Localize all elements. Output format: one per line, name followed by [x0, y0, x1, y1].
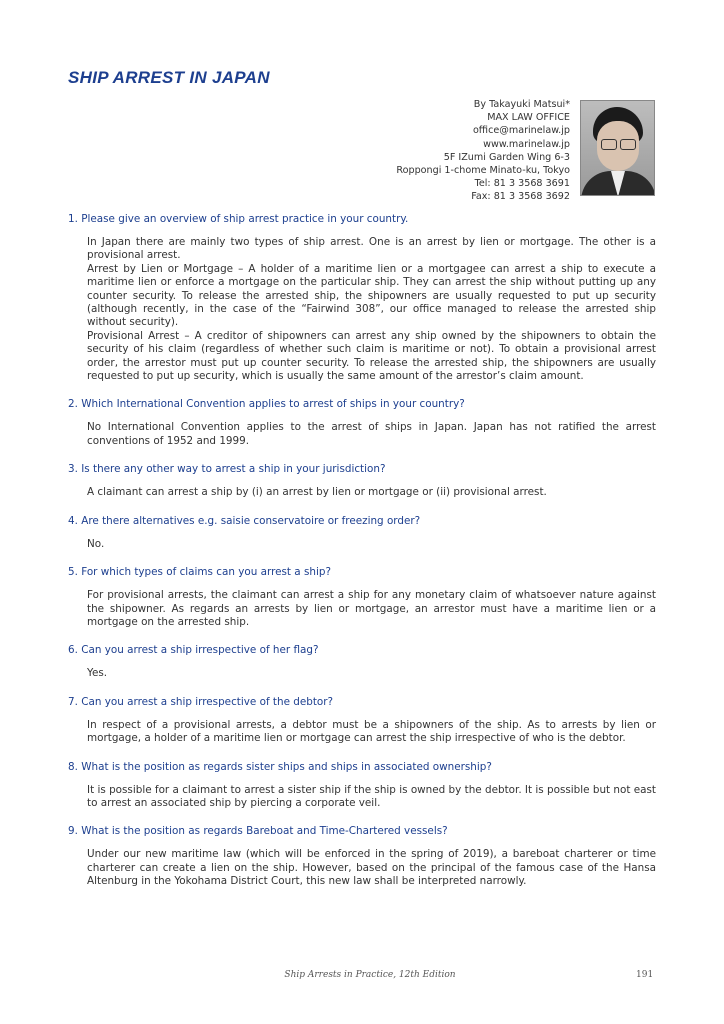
answer-paragraph: Arrest by Lien or Mortgage – A holder of a maritime lien or a mortgagee can arrest a ship to execute a maritime lien or enforce a mortgage on the particular ship. They can arrest the ship without putting up any counter security. To release the arrested ship, the shipowners are usually requested to put up security (although recently, in the case of the “Fairwind 308”, our office managed to release the arrested ship without security).	[87, 262, 656, 329]
answer-text	[87, 538, 656, 551]
question-heading: 7. Can you arrest a ship irrespective of the debtor?	[68, 695, 334, 708]
answer-text	[87, 421, 656, 448]
question-heading: 9. What is the position as regards Bareboat and Time-Chartered vessels?	[68, 825, 448, 838]
page-title: SHIP ARREST IN JAPAN	[68, 68, 270, 87]
question-heading: 2. Which International Convention applies to arrest of ships in your country?	[68, 398, 465, 411]
answer-paragraph: In respect of a provisional arrests, a debtor must be a shipowners of the ship. As to arrests by lien or mortgage, a holder of a maritime lien or mortgage can arrest the ship irrespective of who is the debtor.	[87, 718, 656, 745]
question-heading: 1. Please give an overview of ship arrest practice in your country.	[68, 213, 409, 225]
answer-paragraph: Under our new maritime law (which will be enforced in the spring of 2019), a bareboat charterer or time charterer can create a lien on the ship. However, based on the principal of the famous case of the Hansa Altenburg in the Yokohama District Court, this new law shall be interpreted narrowly.	[87, 848, 656, 888]
qa-item	[68, 824, 656, 888]
qa-item	[68, 212, 656, 383]
answer-paragraph: It is possible for a claimant to arrest a sister ship if the ship is owned by the debtor. It is possible but not east to arrest an associated ship by piercing a corporate veil.	[87, 783, 656, 809]
answer-text	[87, 719, 656, 746]
qa-item	[68, 695, 656, 746]
answer-text	[87, 667, 656, 680]
qa-item	[68, 462, 656, 499]
author-block	[396, 98, 570, 204]
qa-item	[68, 565, 656, 629]
qa-content	[68, 212, 656, 903]
qa-item	[68, 643, 656, 680]
answer-paragraph: No International Convention applies to the arrest of ships in Japan. Japan has not ratified the arrest conventions of 1952 and 1999.	[87, 421, 656, 447]
answer-text	[87, 848, 656, 888]
author-photo	[580, 100, 655, 196]
author-email: office@marinelaw.jp	[472, 125, 570, 137]
address-line-1: 5F IZumi Garden Wing 6-3	[443, 151, 570, 163]
law-firm-name: MAX LAW OFFICE	[487, 112, 570, 124]
answer-text	[87, 236, 656, 383]
answer-paragraph: For provisional arrests, the claimant can arrest a ship for any monetary claim of whatsoever nature against the shipowner. As regards an arrests by lien or mortgage, an arrestor must have a maritime lien or a mortgage on the arrested ship.	[87, 589, 656, 628]
answer-paragraph: No.	[87, 537, 105, 550]
qa-item	[68, 514, 656, 551]
answer-paragraph: A claimant can arrest a ship by (i) an arrest by lien or mortgage or (ii) provisional arrest.	[87, 486, 547, 499]
question-heading: 3. Is there any other way to arrest a ship in your jurisdiction?	[68, 463, 386, 476]
qa-item	[68, 397, 656, 448]
question-heading: 8. What is the position as regards sister ships and ships in associated ownership?	[68, 760, 492, 773]
question-heading: 4. Are there alternatives e.g. saisie conservatoire or freezing order?	[68, 514, 421, 527]
qa-item	[68, 760, 656, 811]
answer-paragraph: In Japan there are mainly two types of ship arrest. One is an arrest by lien or mortgage. The other is a provisional arrest.	[87, 236, 656, 262]
answer-text	[87, 784, 656, 811]
footer-publication: Ship Arrests in Practice, 12th Edition	[284, 970, 456, 980]
author-tel: Tel: 81 3 3568 3691	[474, 178, 570, 190]
answer-paragraph: Provisional Arrest – A creditor of shipowners can arrest any ship owned by the shipowners to obtain the security of his claim (regardless of whether such claim is maritime or not). To obtain a provisional arrest order, the arrestor must put up counter security. To release the arrested ship, the shipowners are usually requested to put up security, which is usually the same amount of the arrestor’s claim amount.	[87, 329, 656, 383]
question-heading: 5. For which types of claims can you arrest a ship?	[68, 566, 331, 579]
address-line-2: Roppongi 1-chome Minato-ku, Tokyo	[396, 165, 570, 177]
author-website: www.marinelaw.jp	[483, 138, 570, 150]
author-fax: Fax: 81 3 3568 3692	[471, 191, 570, 203]
question-heading: 6. Can you arrest a ship irrespective of her flag?	[68, 644, 319, 657]
answer-text	[87, 486, 656, 499]
author-name: By Takayuki Matsui*	[473, 99, 570, 110]
answer-paragraph: Yes.	[87, 667, 108, 680]
page-number: 191	[636, 970, 654, 980]
answer-text	[87, 589, 656, 629]
